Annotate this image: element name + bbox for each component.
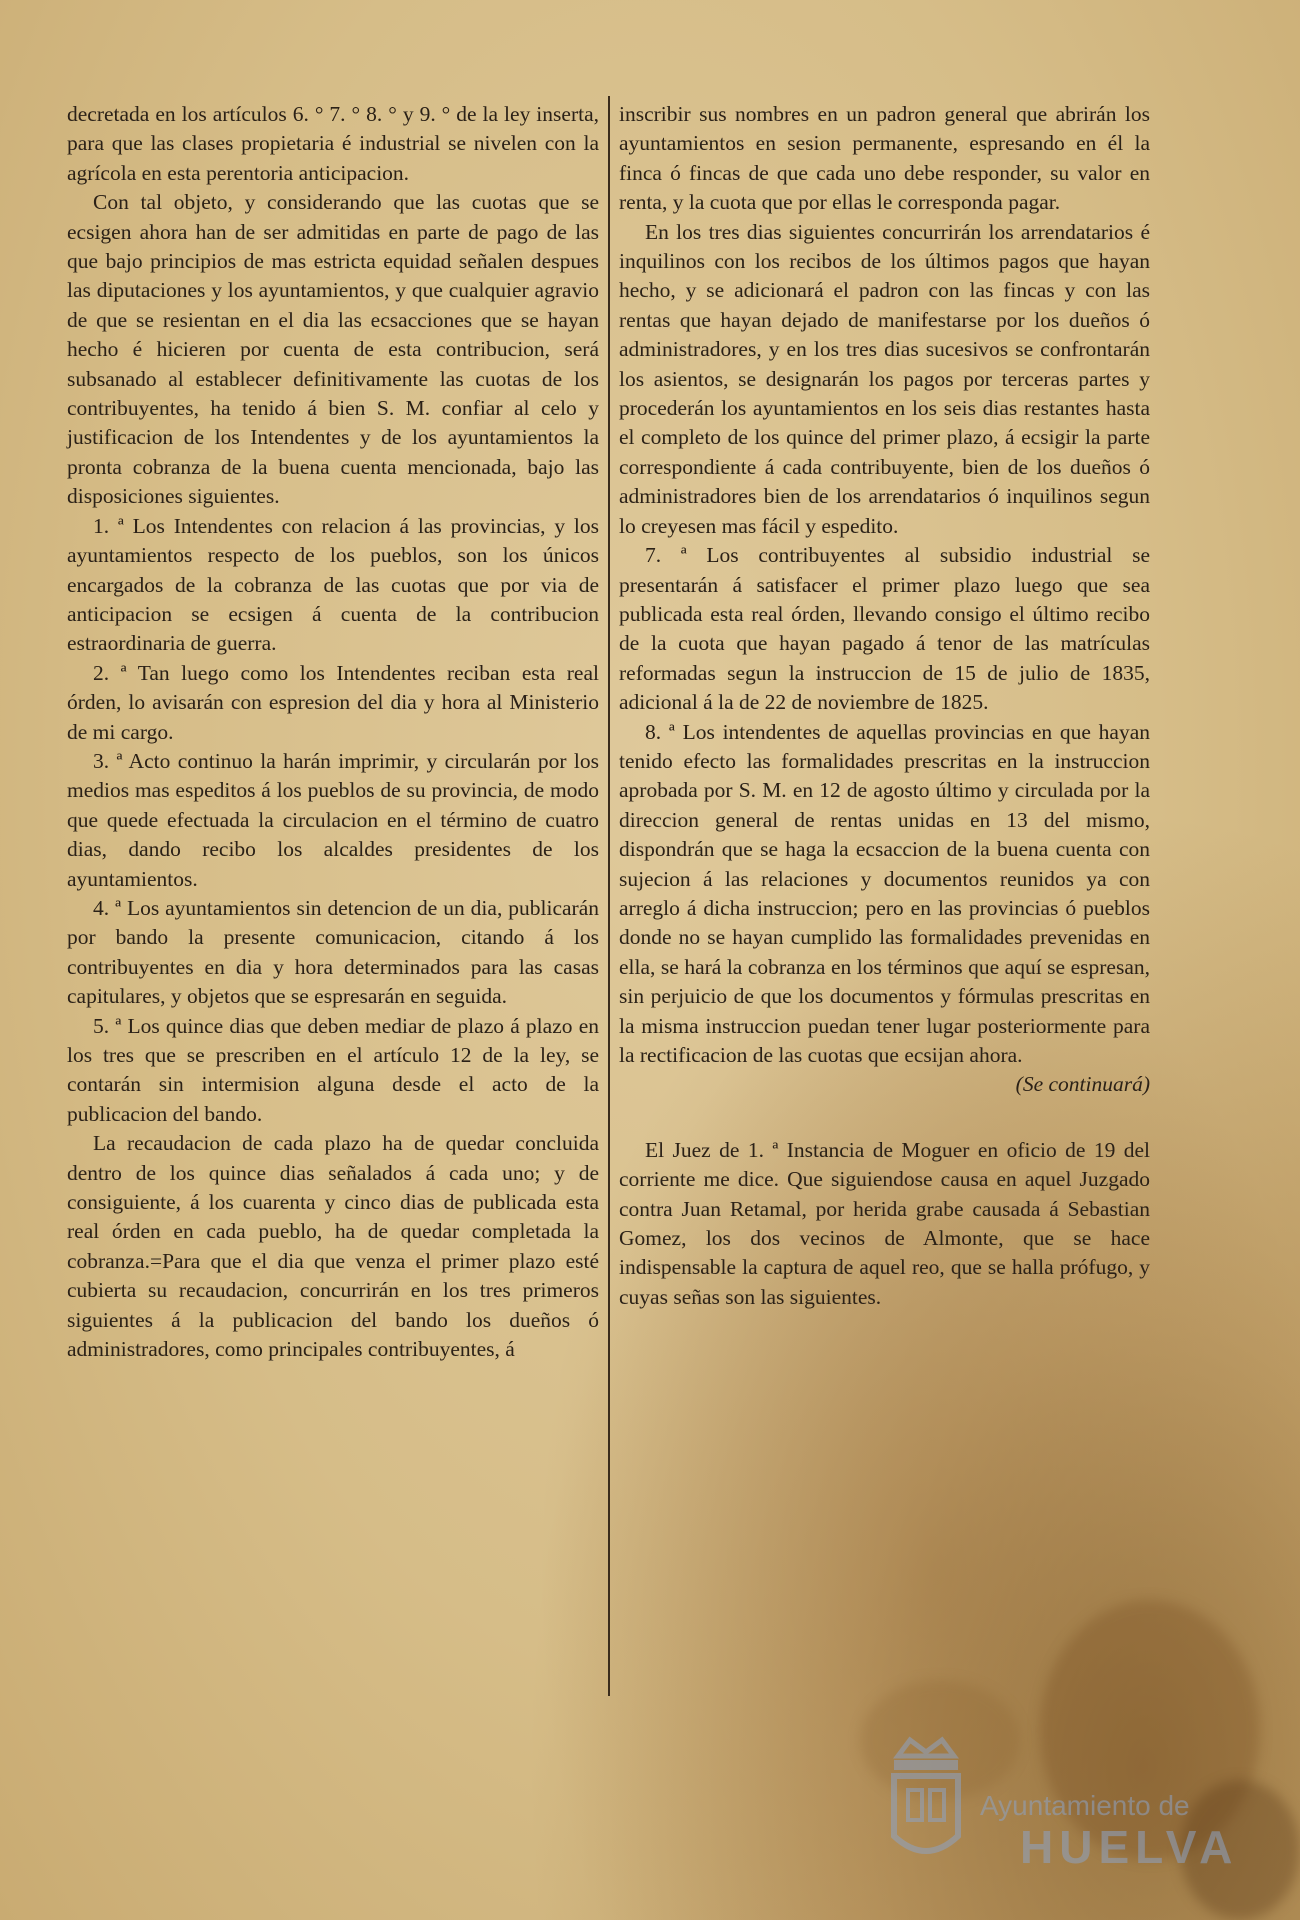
article-3: 3. ª Acto continuo la harán imprimir, y circularán por los medios mas espeditos á los pueblos de su provincia, de modo que quede efectuada la circulacion en el término de cuatro dias, dando recibo los alcaldes presidentes de los ayuntamientos. [67, 748, 599, 891]
paragraph: decretada en los artículos 6. ° 7. ° 8. ° y 9. ° de la ley inserta, para que las clases propietaria é industrial se nivelen con la agrícola en esta perentoria anticipacion. [67, 102, 599, 185]
continued-label: (Se continuará) [1015, 1072, 1150, 1097]
column-divider [608, 96, 610, 1696]
paragraph: La recaudacion de cada plazo ha de quedar concluida dentro de los quince dias señalados á cada uno; y de consiguiente, á los cuarenta y cinco dias de publicada esta real órden en cada pueblo, ha de quedar completada la cobranza.=Para que el dia que venza el primer plazo esté cubierta su recaudacion, concurrirán en los tres primeros siguientes á la publicacion del bando los dueños ó administradores, como principales contribuyentes, á [67, 1131, 599, 1362]
article-7: 7. ª Los contribuyentes al subsidio industrial se presentarán á satisfacer el primer plazo luego que sea publicada esta real órden, llevando consigo el último recibo de la cuota que hayan pagado á tenor de las matrículas reformadas segun la instruccion de 15 de julio de 1835, adicional á la de 22 de noviembre de 1825. [619, 543, 1150, 715]
article-5: 5. ª Los quince dias que deben mediar de plazo á plazo en los tres que se prescriben en el artículo 12 de la ley, se contarán sin intermision alguna desde el acto de la publicacion del bando. [67, 1013, 599, 1126]
right-column [619, 100, 1150, 1312]
article-1: 1. ª Los Intendentes con relacion á las provincias, y los ayuntamientos respecto de los pueblos, son los únicos encargados de la cobranza de las cuotas que por via de anticipacion se ecsigen á cuenta de la contribucion estraordinaria de guerra. [67, 513, 599, 656]
watermark-line-2: HUELVA [1020, 1821, 1239, 1873]
article-4: 4. ª Los ayuntamientos sin detencion de un dia, publicarán por bando la presente comunicacion, citando á los contribuyentes en dia y hora determinados para las casas capitulares, y objetos que se espresarán en seguida. [67, 895, 599, 1009]
watermark-line-1: Ayuntamiento de [980, 1790, 1190, 1821]
article-2: 2. ª Tan luego como los Intendentes reciban esta real órden, lo avisarán con espresion del dia y hora al Ministerio de mi cargo. [67, 660, 599, 744]
city-crest-icon [880, 1726, 972, 1876]
paragraph: inscribir sus nombres en un padron general que abrirán los ayuntamientos en sesion permanente, espresando en él la finca ó fincas de que cada uno debe responder, su valor en renta, y la cuota que por ellas le corresponda pagar. [619, 102, 1150, 215]
left-column [67, 100, 599, 1364]
paragraph: Con tal objeto, y considerando que las cuotas que se ecsigen ahora han de ser admitidas en parte de pago de las que bajo principios de mas estricta equidad señalen despues las diputaciones y los ayuntamientos, y que cualquier agravio de que se resientan en el dia las ecsacciones que se hayan hecho é hicieren por cuenta de esta contribucion, será subsanado al establecer definitivamente las cuotas de los contribuyentes, ha tenido á bien S. M. confiar al celo y justificacion de los Intendentes y de los ayuntamientos la pronta cobranza de la buena cuenta mencionada, bajo las disposiciones siguientes. [67, 190, 599, 509]
paragraph: En los tres dias siguientes concurrirán los arrendatarios é inquilinos con los recibos de los últimos pagos que hayan hecho, y se adicionará el padron con las fincas y con las rentas que hayan dejado de manifestarse por los dueños ó administradores, y en los tres dias sucesivos se confrontarán los asientos, se designarán los pagos por terceras partes y procederán los ayuntamientos en los seis dias restantes hasta el completo de los quince del primer plazo, á ecsigir la parte correspondiente á cada contribuyente, bien de los dueños ó administradores bien de los arrendatarios ó inquilinos segun lo creyesen mas fácil y espedito. [619, 219, 1150, 538]
court-notice: El Juez de 1. ª Instancia de Moguer en oficio de 19 del corriente me dice. Que siguiendose causa en aquel Juzgado contra Juan Retamal, por herida grabe causada á Sebastian Gomez, los dos vecinos de Almonte, que se hace indispensable la captura de aquel reo, que se halla prófugo, y cuyas señas son las siguientes. [619, 1137, 1150, 1309]
article-8: 8. ª Los intendentes de aquellas provincias en que hayan tenido efecto las formalidades prescritas en la instruccion aprobada por S. M. en 12 de agosto último y circulada por la direccion general de rentas unidas en 13 del mismo, dispondrán que se haga la ecsaccion de la buena cuenta con sujecion á las relaciones y documentos reunidos ya con arreglo á dicha instruccion; pero en las provincias ó pueblos donde no se hayan cumplido las formalidades prevenidas en ella, se hará la cobranza en los términos que aquí se espresan, sin perjuicio de que los documentos y fórmulas prescritas en la misma instruccion puedan tener lugar posteriormente para la rectificacion de las cuotas que ecsijan ahora. [619, 719, 1150, 1067]
archive-watermark [880, 1720, 1240, 1910]
